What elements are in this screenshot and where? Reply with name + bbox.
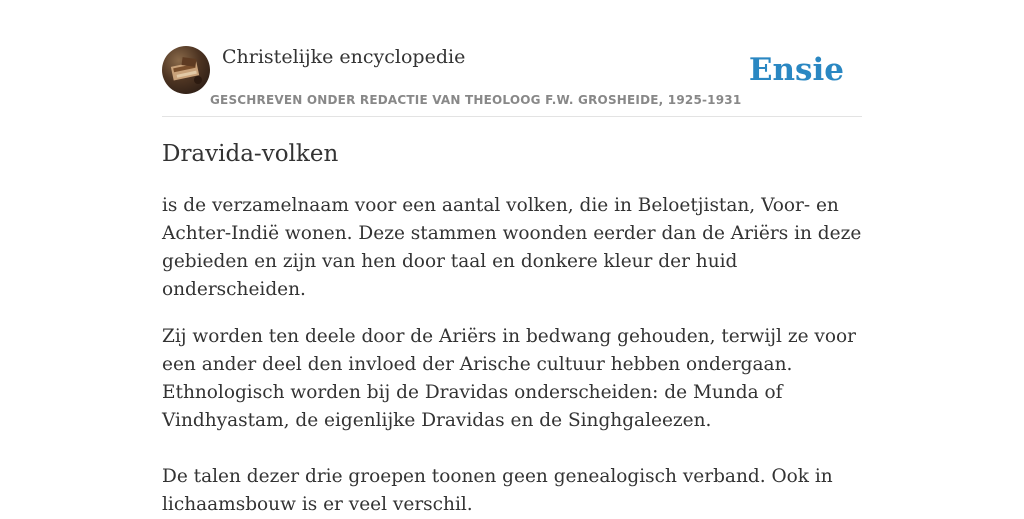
- article-paragraph: Zij worden ten deele door de Ariërs in bedwang gehouden, terwijl ze voor een ander deel den invloed der Arische cultuur hebben ondergaan. Ethnologisch worden bij de Dravidas onderscheiden: de Munda of Vindhyastam, de eigenlijke Dravidas en de Singhgaleezen.: [162, 326, 856, 431]
- article-paragraph: De talen dezer drie groepen toonen geen genealogisch verband. Ook in lichaamsbouw is er veel verschil.: [162, 466, 833, 515]
- article-title: Dravida-volken: [162, 141, 339, 167]
- site-header: [162, 46, 862, 117]
- article: [162, 138, 862, 519]
- article-paragraph: is de verzamelnaam voor een aantal volken, die in Beloetjistan, Voor- en Achter-Indië wonen. Deze stammen woonden eerder dan de Ariërs in deze gebieden en zijn van hen door taal en donkere kleur der huid onderscheiden.: [162, 195, 862, 300]
- book-photo-avatar-icon[interactable]: [162, 46, 210, 94]
- ensie-logo[interactable]: Ensie: [748, 52, 844, 88]
- site-title[interactable]: Christelijke encyclopedie: [222, 46, 466, 68]
- site-subtitle: GESCHREVEN ONDER REDACTIE VAN THEOLOOG F.W. GROSHEIDE, 1925-1931: [210, 93, 742, 107]
